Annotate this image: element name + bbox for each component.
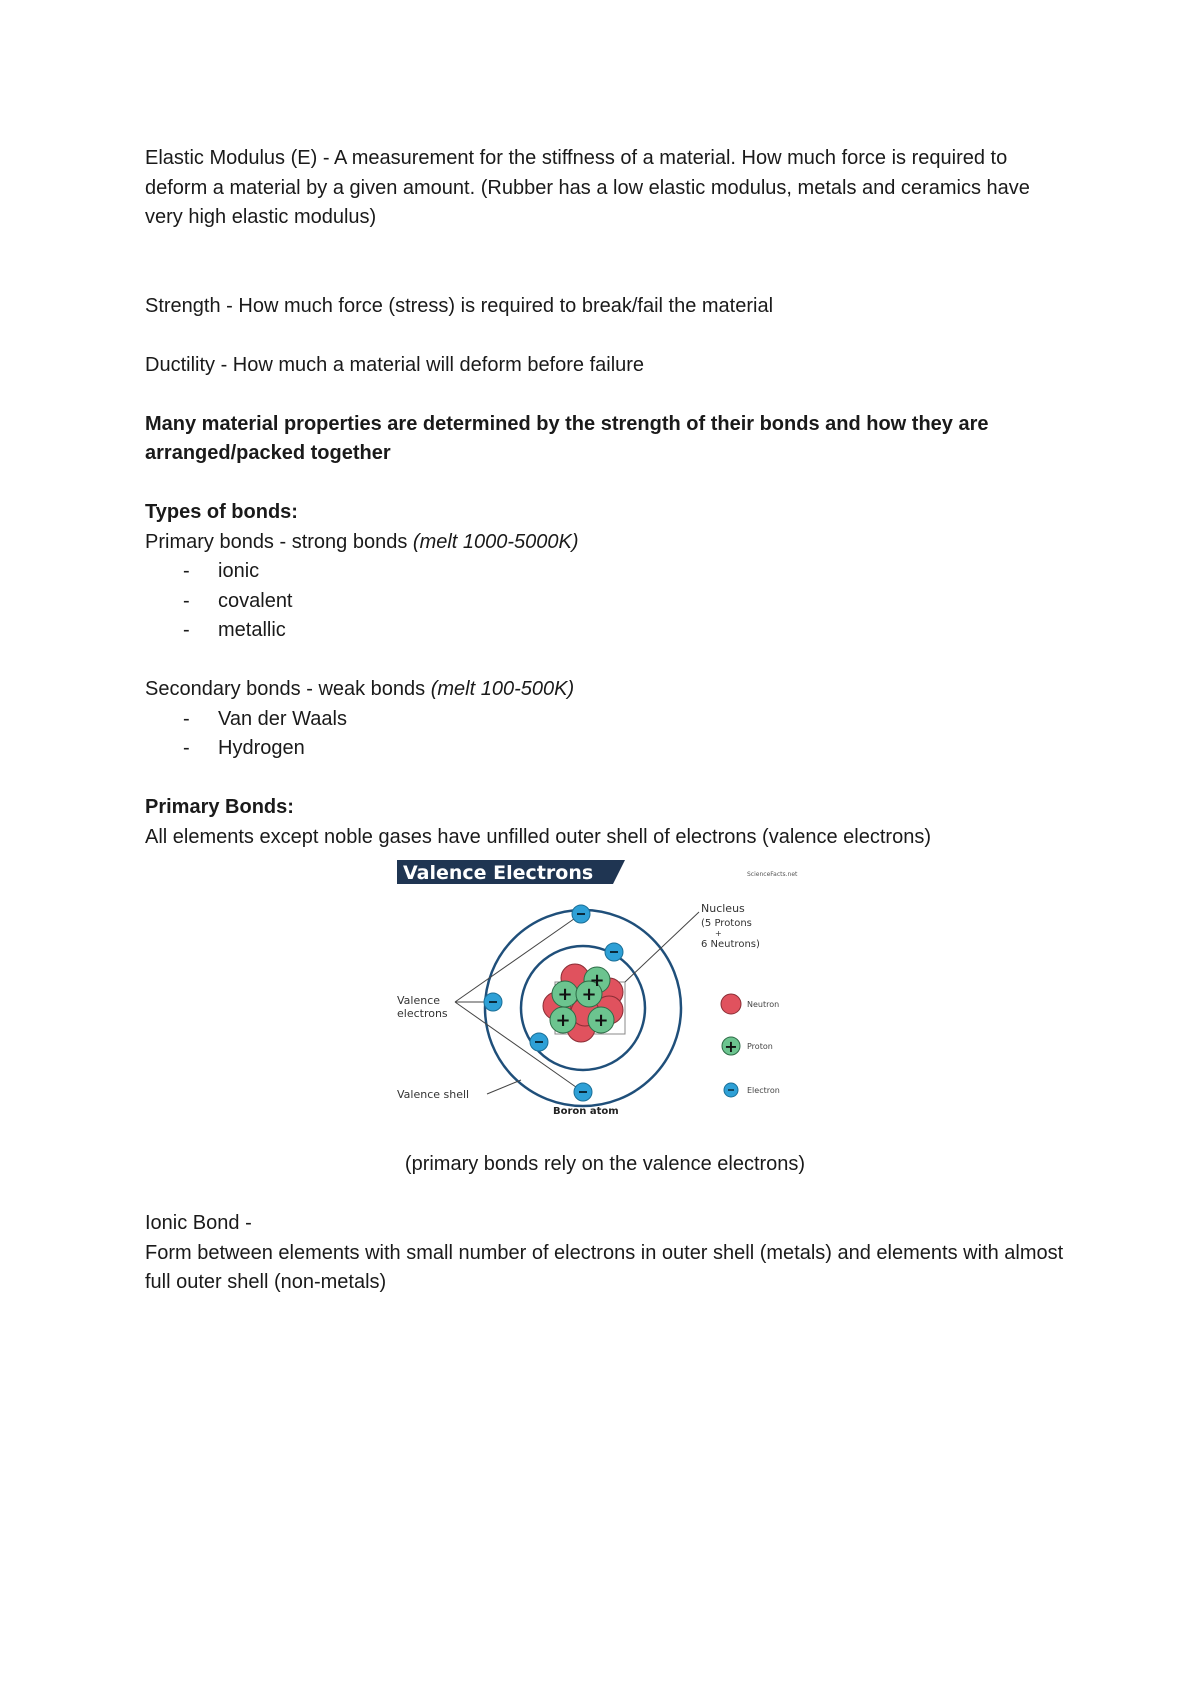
- svg-text:+: +: [555, 1010, 571, 1031]
- svg-text:+: +: [589, 970, 605, 991]
- valence-electrons-figure: [145, 860, 1065, 1142]
- watermark: ScienceFacts.net: [747, 871, 798, 878]
- ionic-bond-heading: Ionic Bond -: [145, 1212, 252, 1234]
- svg-text:+: +: [593, 1010, 609, 1031]
- valence-electrons-label-2: electrons: [397, 1007, 448, 1020]
- secondary-bonds-label: Secondary bonds - weak bonds: [145, 678, 431, 700]
- document-page: [145, 144, 1065, 1298]
- plus-icon: +: [724, 1037, 738, 1056]
- list-item: - ionic: [145, 557, 1065, 587]
- ionic-bond-text: Form between elements with small number of electrons in outer shell (metals) and elements with almost full outer shell (non-metals): [145, 1241, 1064, 1293]
- types-of-bonds-heading-text: Types of bonds:: [145, 501, 298, 523]
- secondary-bonds-line: [145, 675, 1065, 705]
- valence-shell-label: Valence shell: [397, 1088, 470, 1101]
- legend-neutron-label: Neutron: [747, 1000, 780, 1009]
- types-of-bonds-heading: [145, 498, 1065, 528]
- nucleus-label-plus: +: [715, 929, 722, 938]
- figure-title: Valence Electrons: [403, 862, 594, 884]
- list-item: - Van der Waals: [145, 705, 1065, 735]
- list-item: - covalent: [145, 587, 1065, 617]
- secondary-bonds-list: [145, 705, 1065, 764]
- primary-bonds-text: All elements except noble gases have unfilled outer shell of electrons (valence electrons): [145, 825, 931, 848]
- primary-bonds-label: Primary bonds - strong bonds: [145, 530, 413, 553]
- atom-label: Boron atom: [553, 1106, 619, 1117]
- secondary-melt-range: (melt 100-500K): [430, 678, 575, 700]
- boron-atom-diagram: [397, 860, 817, 1142]
- primary-bonds-line: [145, 528, 1065, 558]
- list-item: - Hydrogen: [145, 734, 1065, 764]
- nucleus-label-neutrons: 6 Neutrons): [701, 939, 760, 950]
- svg-text:+: +: [557, 984, 573, 1005]
- ductility-paragraph: Ductility - How much a material will deform before failure: [145, 353, 645, 376]
- primary-melt-range: (melt 1000-5000K): [412, 530, 579, 553]
- list-item: - metallic: [145, 616, 1065, 646]
- legend-proton-label: Proton: [747, 1042, 773, 1051]
- svg-text:+: +: [581, 984, 597, 1005]
- legend-neutron-swatch: [721, 994, 741, 1014]
- elastic-modulus-paragraph: Elastic Modulus (E) - A measurement for the stiffness of a material. How much force is required to deform a material by a given amount. (Rubber has a low elastic modulus, metals and ceramics have very high elastic modulus): [145, 147, 1030, 228]
- legend: [721, 994, 780, 1097]
- primary-bonds-heading-text: Primary Bonds:: [145, 796, 294, 818]
- nucleus-label-protons: (5 Protons: [701, 918, 752, 929]
- legend-electron-label: Electron: [747, 1086, 780, 1095]
- primary-bonds-list: [145, 557, 1065, 646]
- properties-note-text: Many material properties are determined by the strength of their bonds and how they are arranged/packed together: [145, 412, 989, 464]
- nucleus-label: Nucleus: [701, 902, 745, 915]
- valence-electrons-label: Valence: [397, 994, 441, 1007]
- strength-paragraph: Strength - How much force (stress) is required to break/fail the material: [145, 294, 774, 317]
- figure-caption: (primary bonds rely on the valence electrons): [404, 1153, 806, 1175]
- primary-bonds-heading: [145, 793, 1065, 823]
- properties-note: [145, 410, 1065, 469]
